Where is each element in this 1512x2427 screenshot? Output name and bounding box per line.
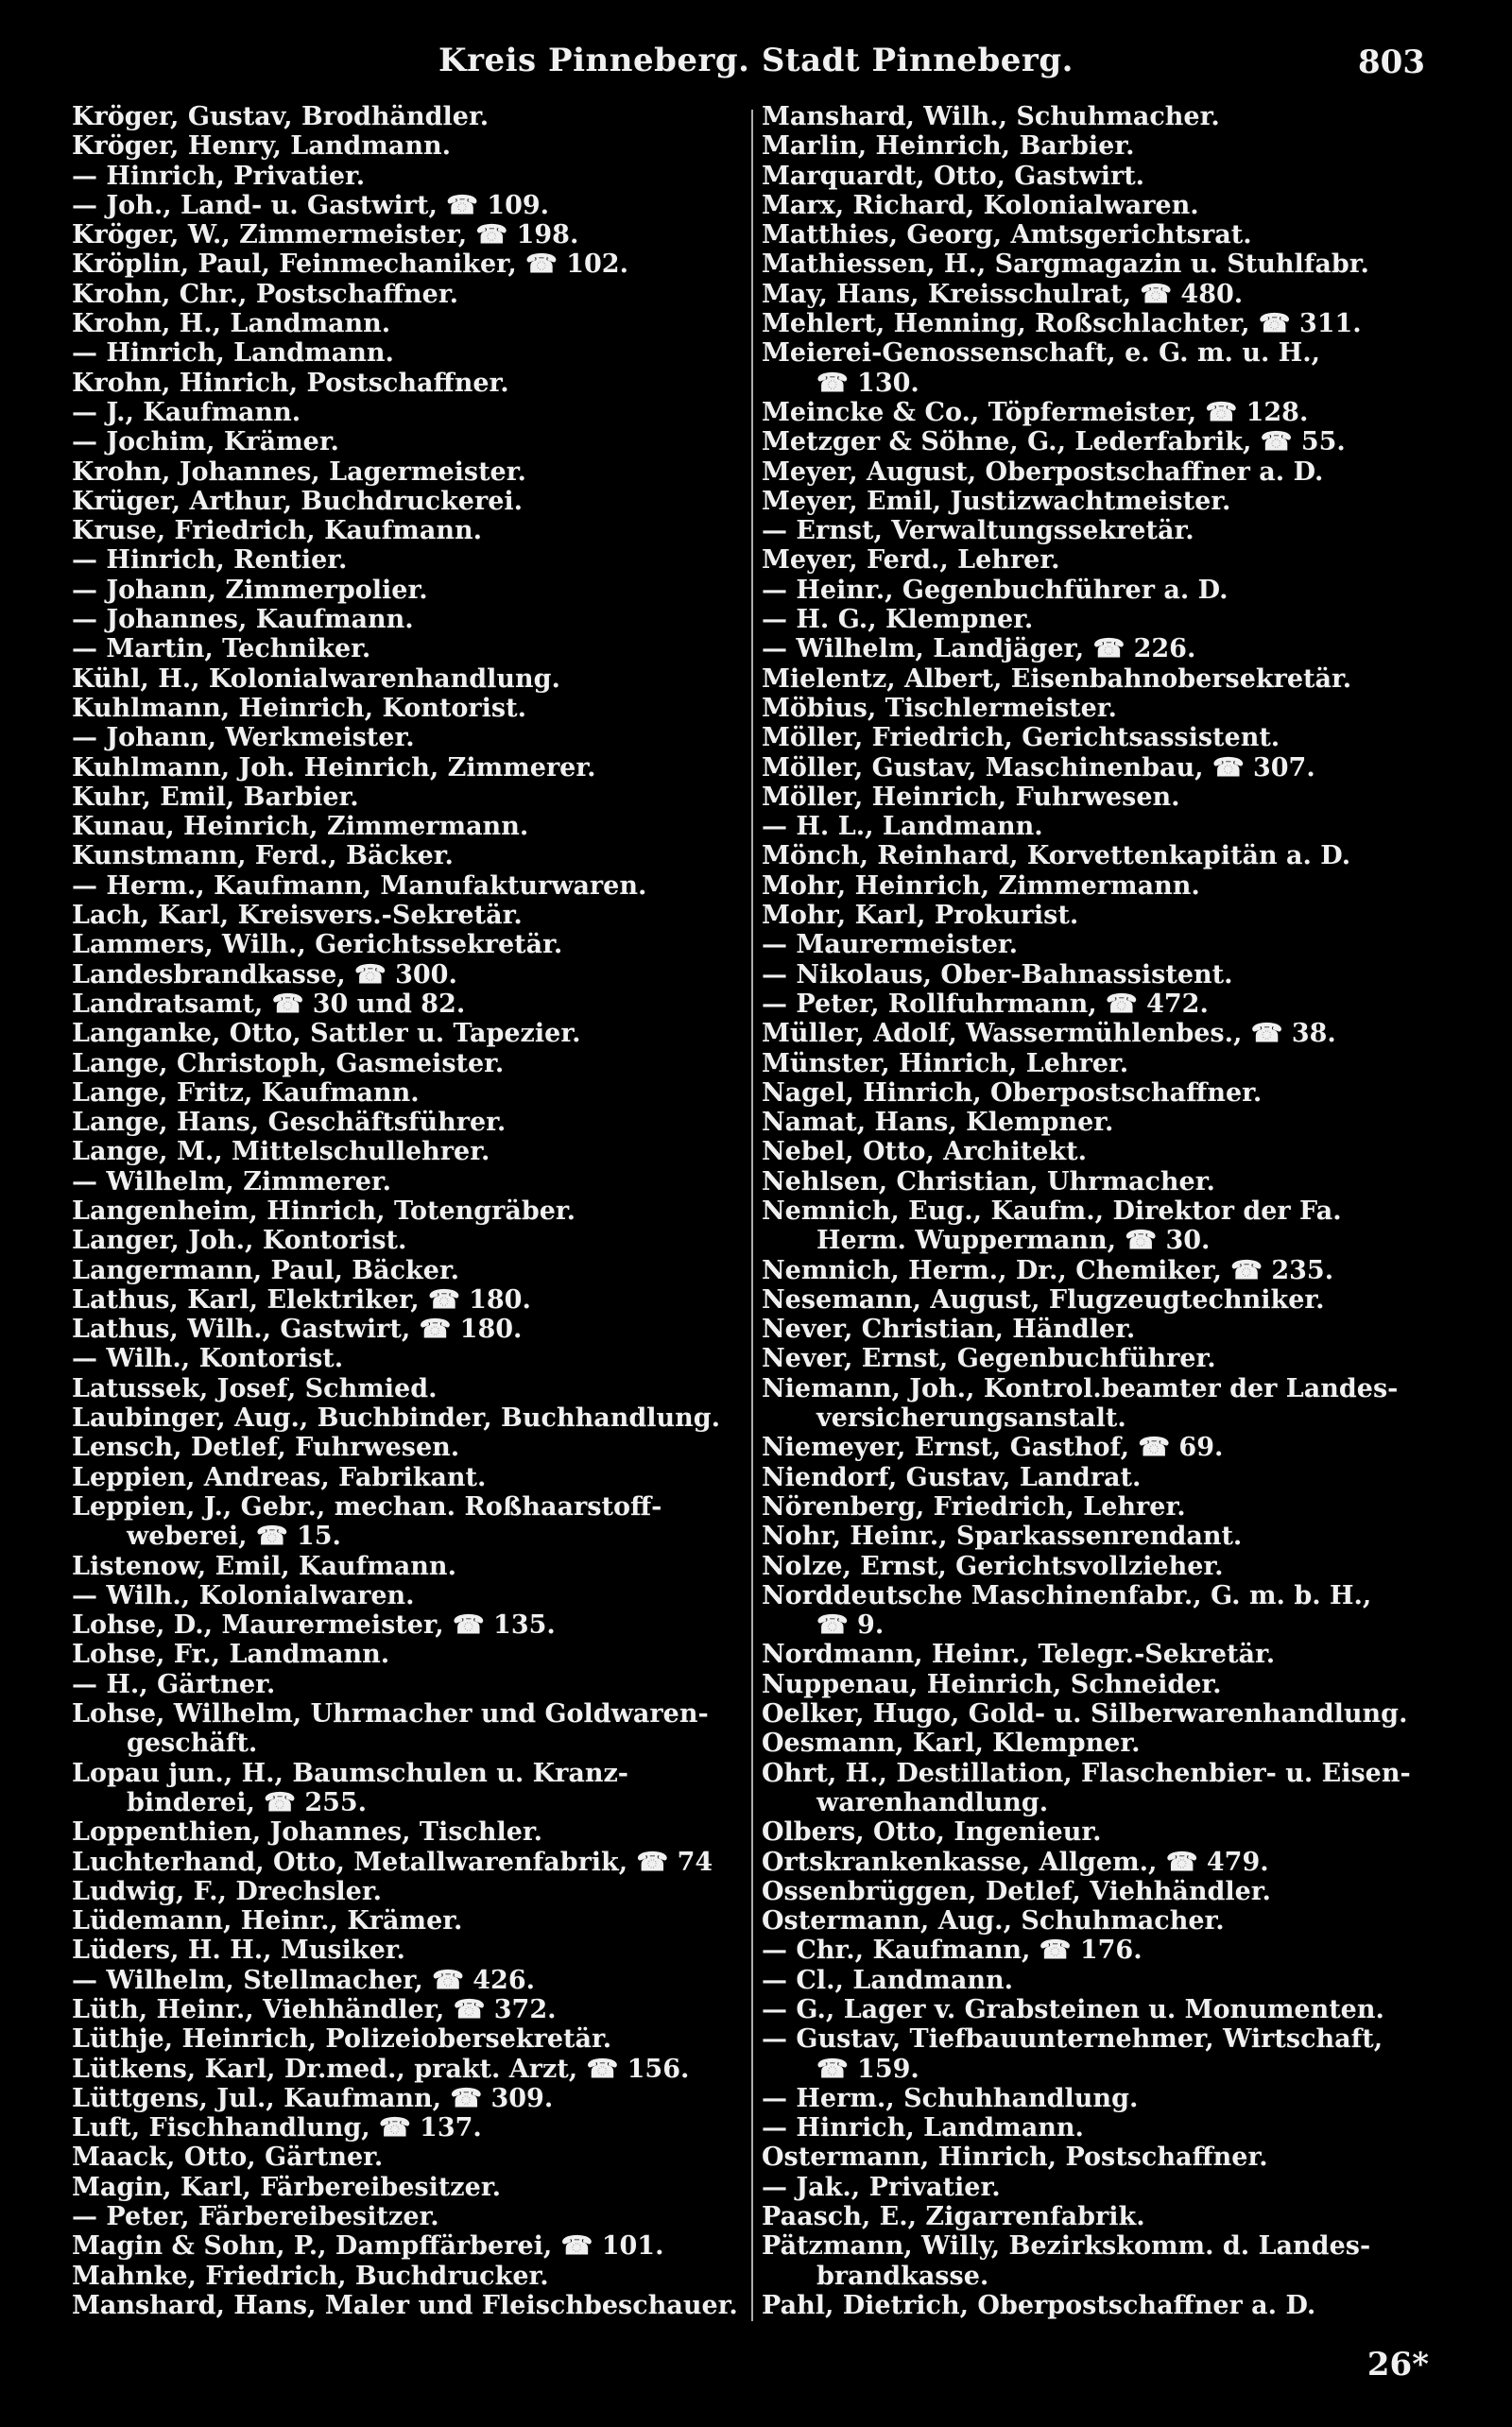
directory-entry: Münster, Hinrich, Lehrer. — [762, 1048, 1129, 1078]
directory-entry: Ossenbrüggen, Detlef, Viehhändler. — [762, 1876, 1271, 1906]
directory-entry: Lüdemann, Heinr., Krämer. — [72, 1906, 463, 1936]
directory-entry: Nordmann, Heinr., Telegr.-Sekretär. — [762, 1640, 1276, 1670]
directory-entry: Mönch, Reinhard, Korvettenkapitän a. D. — [762, 841, 1351, 871]
directory-entry: Lüth, Heinr., Viehhändler, ☎ 372. — [72, 1995, 557, 2024]
directory-entry: Lohse, Fr., Landmann. — [72, 1640, 390, 1670]
directory-entry: — H. G., Klempner. — [762, 605, 1034, 635]
running-title: Kreis Pinneberg. Stadt Pinneberg. — [438, 42, 1074, 79]
directory-entry: Mathiessen, H., Sargmagazin u. Stuhlfabr. — [762, 250, 1369, 280]
directory-entry: Lopau jun., H., Baumschulen u. Kranz- — [72, 1758, 629, 1788]
directory-entry: Lüthje, Heinrich, Polizeiobersekretär. — [72, 2024, 612, 2055]
directory-entry: Nagel, Hinrich, Oberpostschaffner. — [762, 1077, 1263, 1108]
directory-entry: Meyer, August, Oberpostschaffner a. D. — [762, 456, 1324, 487]
directory-entry: — Wilhelm, Zimmerer. — [72, 1166, 392, 1196]
directory-entry-continuation: binderei, ☎ 255. — [127, 1787, 368, 1817]
directory-entry: Lüders, H. H., Musiker. — [72, 1936, 405, 1966]
directory-entry: Krohn, H., Landmann. — [72, 309, 391, 339]
directory-entry: Krohn, Johannes, Lagermeister. — [72, 456, 526, 487]
directory-entry: — Johannes, Kaufmann. — [72, 605, 414, 635]
directory-entry: — Jak., Privatier. — [762, 2172, 1001, 2202]
directory-entry: — H., Gärtner. — [72, 1669, 276, 1699]
directory-entry: Landratsamt, ☎ 30 und 82. — [72, 989, 466, 1019]
directory-entry: — Wilhelm, Stellmacher, ☎ 426. — [72, 1965, 536, 1995]
directory-entry-continuation: brandkasse. — [816, 2261, 989, 2291]
directory-entry: — Peter, Rollfuhrmann, ☎ 472. — [762, 989, 1209, 1019]
directory-entry: Latussek, Josef, Schmied. — [72, 1373, 438, 1403]
directory-entry: — Joh., Land- u. Gastwirt, ☎ 109. — [72, 190, 550, 220]
directory-entry: Meincke & Co., Töpfermeister, ☎ 128. — [762, 397, 1309, 427]
directory-entry: Nebel, Otto, Architekt. — [762, 1137, 1087, 1167]
directory-entry: Kunau, Heinrich, Zimmermann. — [72, 812, 529, 842]
directory-entry: Ostermann, Hinrich, Postschaffner. — [762, 2143, 1268, 2173]
directory-entry: Paasch, E., Zigarrenfabrik. — [762, 2202, 1145, 2232]
directory-entry: Leppien, Andreas, Fabrikant. — [72, 1462, 487, 1492]
directory-entry: Nohr, Heinr., Sparkassenrendant. — [762, 1522, 1243, 1552]
directory-entry-continuation: geschäft. — [127, 1729, 258, 1759]
directory-entry: Never, Ernst, Gegenbuchführer. — [762, 1344, 1216, 1374]
directory-entry: — Cl., Landmann. — [762, 1965, 1014, 1995]
directory-entry: Oelker, Hugo, Gold- u. Silberwarenhandlung. — [762, 1699, 1408, 1730]
directory-entry: Lange, Hans, Geschäftsführer. — [72, 1108, 507, 1138]
directory-entry: Lach, Karl, Kreisvers.-Sekretär. — [72, 901, 523, 931]
directory-entry: Pahl, Dietrich, Oberpostschaffner a. D. — [762, 2290, 1316, 2320]
directory-entry: Meyer, Emil, Justizwachtmeister. — [762, 486, 1231, 516]
directory-entry: Nörenberg, Friedrich, Lehrer. — [762, 1491, 1186, 1522]
directory-entry: Pätzmann, Willy, Bezirkskomm. d. Landes- — [762, 2231, 1371, 2262]
directory-entry: — Peter, Färbereibesitzer. — [72, 2202, 439, 2232]
sheet-signature: 26* — [1366, 2346, 1429, 2384]
directory-entry: Lohse, D., Maurermeister, ☎ 135. — [72, 1610, 556, 1641]
directory-entry: Loppenthien, Johannes, Tischler. — [72, 1817, 543, 1848]
directory-entry: Never, Christian, Händler. — [762, 1315, 1136, 1345]
directory-entry: Krohn, Hinrich, Postschaffner. — [72, 368, 509, 398]
directory-entry: Nemnich, Eug., Kaufm., Direktor der Fa. — [762, 1196, 1342, 1226]
directory-entry: Ludwig, F., Drechsler. — [72, 1876, 382, 1906]
directory-entry: — G., Lager v. Grabsteinen u. Monumenten. — [762, 1995, 1384, 2024]
directory-entry: — Maurermeister. — [762, 930, 1019, 960]
directory-entry: Müller, Adolf, Wassermühlenbes., ☎ 38. — [762, 1019, 1336, 1049]
directory-entry: Manshard, Hans, Maler und Fleischbeschauer. — [72, 2290, 738, 2320]
directory-entry: Nuppenau, Heinrich, Schneider. — [762, 1669, 1222, 1699]
directory-entry-continuation: ☎ 130. — [816, 368, 919, 398]
directory-entry: Mohr, Heinrich, Zimmermann. — [762, 870, 1200, 901]
directory-entry: — Wilh., Kontorist. — [72, 1344, 344, 1374]
directory-entry-continuation: versicherungsanstalt. — [816, 1403, 1126, 1434]
directory-entry: — Herm., Schuhhandlung. — [762, 2083, 1139, 2113]
directory-entry: Marx, Richard, Kolonialwaren. — [762, 190, 1199, 220]
directory-entry: Olbers, Otto, Ingenieur. — [762, 1817, 1102, 1848]
directory-entry: Kuhlmann, Joh. Heinrich, Zimmerer. — [72, 752, 596, 783]
directory-entry: Meierei-Genossenschaft, e. G. m. u. H., — [762, 338, 1321, 369]
directory-entry: Lathus, Wilh., Gastwirt, ☎ 180. — [72, 1315, 523, 1345]
directory-entry: Metzger & Söhne, G., Lederfabrik, ☎ 55. — [762, 427, 1346, 457]
directory-entry: Maack, Otto, Gärtner. — [72, 2143, 384, 2173]
directory-entry: Lange, Fritz, Kaufmann. — [72, 1077, 420, 1108]
directory-entry: Lensch, Detlef, Fuhrwesen. — [72, 1433, 460, 1463]
directory-entry-continuation: ☎ 159. — [816, 2054, 919, 2084]
directory-entry: — Nikolaus, Ober-Bahnassistent. — [762, 959, 1233, 990]
directory-entry: — H. L., Landmann. — [762, 812, 1043, 842]
directory-entry: — Jochim, Krämer. — [72, 427, 339, 457]
directory-entry: Niemeyer, Ernst, Gasthof, ☎ 69. — [762, 1433, 1224, 1463]
directory-entry: Landesbrandkasse, ☎ 300. — [72, 959, 457, 990]
directory-entry: — Gustav, Tiefbauunternehmer, Wirtschaft, — [762, 2024, 1383, 2055]
directory-entry: Kuhlmann, Heinrich, Kontorist. — [72, 693, 526, 723]
directory-entry: — Wilhelm, Landjäger, ☎ 226. — [762, 634, 1196, 664]
directory-entry: Listenow, Emil, Kaufmann. — [72, 1551, 456, 1581]
directory-entry: Niendorf, Gustav, Landrat. — [762, 1462, 1142, 1492]
directory-entry: — Heinr., Gegenbuchführer a. D. — [762, 575, 1228, 605]
directory-entry: Kröger, Henry, Landmann. — [72, 131, 451, 162]
directory-entry: — Chr., Kaufmann, ☎ 176. — [762, 1936, 1143, 1966]
directory-entry: Kühl, H., Kolonialwarenhandlung. — [72, 663, 560, 694]
directory-entry: — Hinrich, Landmann. — [72, 338, 394, 369]
directory-entry: Manshard, Wilh., Schuhmacher. — [762, 102, 1220, 131]
directory-entry: Kuhr, Emil, Barbier. — [72, 782, 359, 812]
directory-entry: Möller, Heinrich, Fuhrwesen. — [762, 782, 1180, 812]
directory-entry: Nemnich, Herm., Dr., Chemiker, ☎ 235. — [762, 1255, 1334, 1285]
directory-entry: Matthies, Georg, Amtsgerichtsrat. — [762, 220, 1252, 250]
directory-entry: — Hinrich, Privatier. — [72, 161, 366, 191]
directory-entry: Mahnke, Friedrich, Buchdrucker. — [72, 2261, 549, 2291]
directory-entry: Nehlsen, Christian, Uhrmacher. — [762, 1166, 1215, 1196]
directory-entry: Langanke, Otto, Sattler u. Tapezier. — [72, 1019, 581, 1049]
directory-entry: Langermann, Paul, Bäcker. — [72, 1255, 460, 1285]
directory-entry: Lange, M., Mittelschullehrer. — [72, 1137, 490, 1167]
directory-entry: Laubinger, Aug., Buchbinder, Buchhandlung. — [72, 1403, 721, 1434]
directory-entry: — Ernst, Verwaltungssekretär. — [762, 516, 1194, 546]
directory-entry: Marquardt, Otto, Gastwirt. — [762, 161, 1145, 191]
directory-entry: Möller, Friedrich, Gerichtsassistent. — [762, 723, 1280, 753]
directory-entry: Lohse, Wilhelm, Uhrmacher und Goldwaren- — [72, 1699, 709, 1730]
directory-entry: — Hinrich, Landmann. — [762, 2113, 1084, 2143]
directory-entry: Nesemann, August, Flugzeugtechniker. — [762, 1284, 1325, 1315]
directory-entry: Mehlert, Henning, Roßschlachter, ☎ 311. — [762, 309, 1362, 339]
directory-entry-continuation: ☎ 9. — [816, 1610, 885, 1641]
directory-entry: Lathus, Karl, Elektriker, ☎ 180. — [72, 1284, 531, 1315]
directory-entry: Niemann, Joh., Kontrol.beamter der Landes- — [762, 1373, 1399, 1403]
directory-entry: Oesmann, Karl, Klempner. — [762, 1729, 1141, 1759]
directory-entry: Lange, Christoph, Gasmeister. — [72, 1048, 505, 1078]
directory-entry: — Herm., Kaufmann, Manufakturwaren. — [72, 870, 647, 901]
directory-entry: — Martin, Techniker. — [72, 634, 371, 664]
directory-entry-continuation: warenhandlung. — [816, 1787, 1049, 1817]
directory-entry: Langenheim, Hinrich, Totengräber. — [72, 1196, 576, 1226]
directory-entry: Marlin, Heinrich, Barbier. — [762, 131, 1135, 162]
directory-entry: Meyer, Ferd., Lehrer. — [762, 545, 1060, 576]
directory-entry: Kröger, Gustav, Brodhändler. — [72, 102, 490, 131]
directory-entry: Leppien, J., Gebr., mechan. Roßhaarstoff- — [72, 1491, 662, 1522]
directory-entry: Kruse, Friedrich, Kaufmann. — [72, 516, 483, 546]
directory-entry: Ostermann, Aug., Schuhmacher. — [762, 1906, 1225, 1936]
directory-entry: Namat, Hans, Klempner. — [762, 1108, 1114, 1138]
directory-entry: — Hinrich, Rentier. — [72, 545, 348, 576]
directory-entry: Kröger, W., Zimmermeister, ☎ 198. — [72, 220, 579, 250]
right-column — [762, 102, 1423, 2320]
directory-entry: — Johann, Werkmeister. — [72, 723, 415, 753]
directory-entry: Ohrt, H., Destillation, Flaschenbier- u. Eisen- — [762, 1758, 1411, 1788]
directory-entry-continuation: weberei, ☎ 15. — [127, 1522, 341, 1552]
directory-entry: Möbius, Tischlermeister. — [762, 693, 1117, 723]
column-divider — [751, 110, 753, 2321]
directory-entry: Norddeutsche Maschinenfabr., G. m. b. H., — [762, 1580, 1372, 1610]
directory-entry: — Johann, Zimmerpolier. — [72, 575, 428, 605]
directory-entry: Lütkens, Karl, Dr.med., prakt. Arzt, ☎ 156. — [72, 2054, 690, 2084]
directory-entry: Luft, Fischhandlung, ☎ 137. — [72, 2113, 482, 2143]
directory-entry: — Wilh., Kolonialwaren. — [72, 1580, 415, 1610]
page-number: 803 — [1358, 43, 1425, 81]
directory-entry: Kunstmann, Ferd., Bäcker. — [72, 841, 454, 871]
directory-entry: Lammers, Wilh., Gerichtssekretär. — [72, 930, 563, 960]
directory-entry: Langer, Joh., Kontorist. — [72, 1226, 407, 1256]
directory-entry: Mielentz, Albert, Eisenbahnobersekretär. — [762, 663, 1352, 694]
directory-entry: May, Hans, Kreisschulrat, ☎ 480. — [762, 279, 1244, 309]
page-header — [0, 0, 1512, 95]
directory-entry: Nolze, Ernst, Gerichtsvollzieher. — [762, 1551, 1224, 1581]
directory-entry: Ortskrankenkasse, Allgem., ☎ 479. — [762, 1847, 1269, 1877]
directory-entry: Krüger, Arthur, Buchdruckerei. — [72, 486, 524, 516]
directory-entry: Mohr, Karl, Prokurist. — [762, 901, 1079, 931]
directory-entry: — J., Kaufmann. — [72, 397, 301, 427]
directory-entry: Magin, Karl, Färbereibesitzer. — [72, 2172, 501, 2202]
directory-entry: Krohn, Chr., Postschaffner. — [72, 279, 458, 309]
directory-entry: Magin & Sohn, P., Dampffärberei, ☎ 101. — [72, 2231, 664, 2262]
directory-entry: Möller, Gustav, Maschinenbau, ☎ 307. — [762, 752, 1315, 783]
directory-entry: Luchterhand, Otto, Metallwarenfabrik, ☎ 74 — [72, 1847, 713, 1877]
left-column — [72, 102, 762, 2320]
directory-entry: Kröplin, Paul, Feinmechaniker, ☎ 102. — [72, 250, 628, 280]
directory-entry: Lüttgens, Jul., Kaufmann, ☎ 309. — [72, 2083, 554, 2113]
directory-entry-continuation: Herm. Wuppermann, ☎ 30. — [816, 1226, 1211, 1256]
